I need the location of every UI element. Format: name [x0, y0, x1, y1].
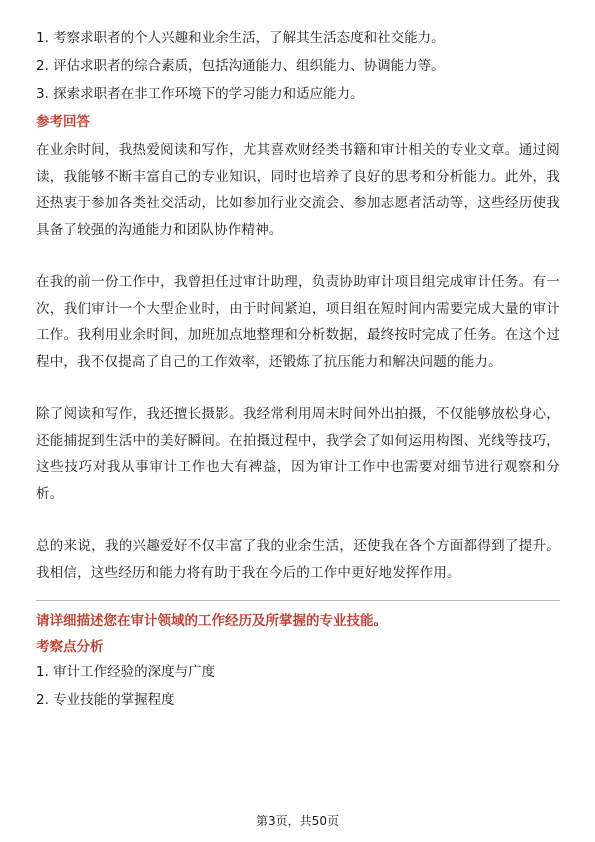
next-question: 请详细描述您在审计领域的工作经历及所掌握的专业技能。 [36, 613, 387, 629]
document-page [36, 28, 560, 718]
answer-paragraph-4: 总的来说，我的兴趣爱好不仅丰富了我的业余生活，还使我在各个方面都得到了提升。我相信，这些经历和能力将有助于我在今后的工作中更好地发挥作用。 [36, 538, 560, 581]
answer-paragraph-2: 在我的前一份工作中，我曾担任过审计助理，负责协助审计项目组完成审计任务。有一次，我们审计一个大型企业时，由于时间紧迫，项目组在短时间内需要完成大量的审计工作。我利用业余时间，加班加点地整理和分析数据，最终按时完成了任务。在这个过程中，我不仅提高了自己的工作效率，还锻炼了抗压能力和解决问题的能力。 [36, 274, 560, 370]
section-divider [36, 600, 560, 601]
analysis-point-1: 1. 审计工作经验的深度与广度 [36, 664, 216, 680]
analysis-heading: 考察点分析 [36, 639, 104, 655]
intro-point-2: 2. 评估求职者的综合素质，包括沟通能力、组织能力、协调能力等。 [36, 58, 445, 74]
reference-answer-heading: 参考回答 [36, 114, 90, 130]
answer-paragraph-3: 除了阅读和写作，我还擅长摄影。我经常利用周末时间外出拍摄，不仅能够放松身心，还能捕捉到生活中的美好瞬间。在拍摄过程中，我学会了如何运用构图、光线等技巧，这些技巧对我从事审计工作也大有裨益，因为审计工作中也需要对细节进行观察和分析。 [36, 406, 560, 502]
page-number-footer: 第3页，共50页 [256, 814, 339, 828]
answer-paragraph-1: 在业余时间，我热爱阅读和写作，尤其喜欢财经类书籍和审计相关的专业文章。通过阅读，我能够不断丰富自己的专业知识，同时也培养了良好的思考和分析能力。此外，我还热衷于参加各类社交活动，比如参加行业交流会、参加志愿者活动等，这些经历使我具备了较强的沟通能力和团队协作精神。 [36, 142, 560, 238]
analysis-point-2: 2. 专业技能的掌握程度 [36, 692, 175, 708]
intro-point-3: 3. 探索求职者在非工作环境下的学习能力和适应能力。 [36, 86, 364, 102]
intro-point-1: 1. 考察求职者的个人兴趣和业余生活，了解其生活态度和社交能力。 [36, 30, 445, 46]
